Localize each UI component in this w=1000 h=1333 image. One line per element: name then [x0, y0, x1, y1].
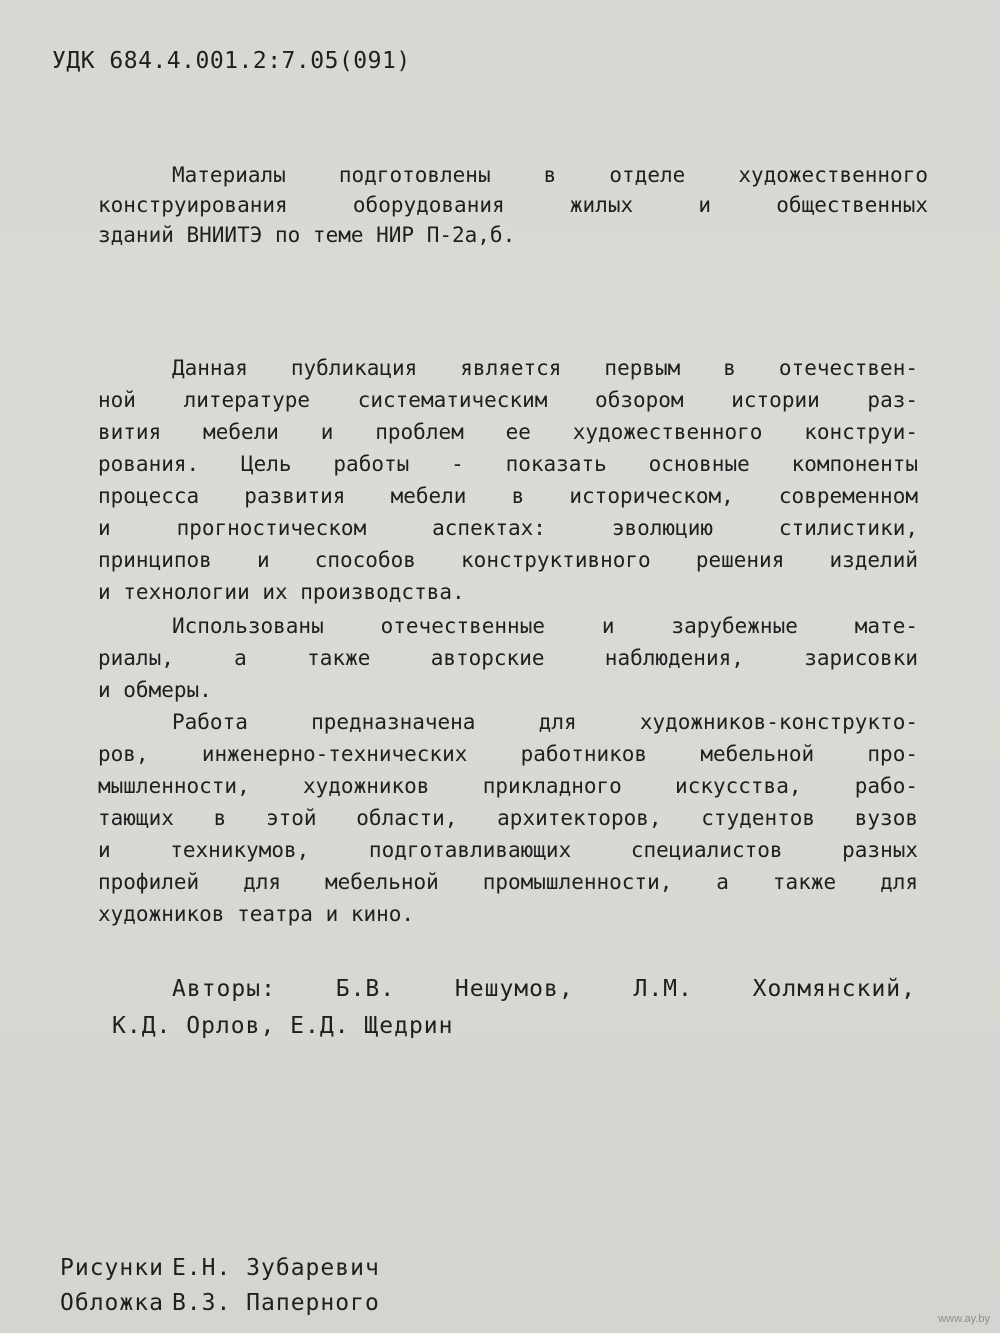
annotation-p1-line-3: вития мебели и проблем ее художественного конструи- — [98, 420, 918, 444]
annotation-p3-line-6: профилей для мебельной промышленности, а также для — [98, 870, 918, 894]
authors-line-1: Авторы: Б.В. Нешумов, Л.М. Холмянский, — [172, 976, 916, 1002]
annotation-p3-line-2: ров, инженерно-технических работников мебельной про- — [98, 742, 918, 766]
annotation-p2-line-3: и обмеры. — [98, 678, 212, 702]
credits-illustrations-label: Рисунки — [60, 1255, 164, 1281]
annotation-p1-line-1: Данная публикация является первым в отечествен- — [172, 356, 918, 380]
authors-line-2: К.Д. Орлов, Е.Д. Щедрин — [112, 1013, 454, 1039]
site-watermark: www.ay.by — [938, 1313, 990, 1325]
credits-cover-name: В.З. Паперного — [171, 1290, 380, 1316]
credits-cover-label: Обложка — [60, 1290, 164, 1316]
annotation-p1-line-5: процесса развития мебели в историческом, современном — [98, 484, 918, 508]
udk-code: УДК 684.4.001.2:7.05(091) — [52, 48, 411, 74]
annotation-p1-line-8: и технологии их производства. — [98, 580, 465, 604]
materials-line-3: зданий ВНИИТЭ по теме НИР П-2а,б. — [98, 223, 516, 247]
annotation-p3-line-1: Работа предназначена для художников-конструкто- — [172, 710, 918, 734]
annotation-p1-line-2: ной литературе систематическим обзором истории раз- — [98, 388, 918, 412]
annotation-p2-line-2: риалы, а также авторские наблюдения, зарисовки — [98, 646, 918, 670]
annotation-p3-line-4: тающих в этой области, архитекторов, студентов вузов — [98, 806, 918, 830]
annotation-p3-line-5: и техникумов, подготавливающих специалистов разных — [98, 838, 918, 862]
credits-illustrations-name: Е.Н. Зубаревич — [171, 1255, 380, 1281]
materials-line-1: Материалы подготовлены в отделе художественного — [172, 163, 928, 187]
credits-illustrations — [60, 1255, 380, 1281]
annotation-p3-line-7: художников театра и кино. — [98, 902, 415, 926]
annotation-p2-line-1: Использованы отечественные и зарубежные мате- — [172, 614, 918, 638]
annotation-p1-line-7: принципов и способов конструктивного решения изделий — [98, 548, 918, 572]
annotation-p1-line-4: рования. Цель работы - показать основные компоненты — [98, 452, 918, 476]
annotation-p1-line-6: и прогностическом аспектах: эволюцию стилистики, — [98, 516, 918, 540]
annotation-p3-line-3: мышленности, художников прикладного искусства, рабо- — [98, 774, 918, 798]
materials-line-2: конструирования оборудования жилых и общественных — [98, 193, 928, 217]
credits-cover — [60, 1290, 380, 1316]
